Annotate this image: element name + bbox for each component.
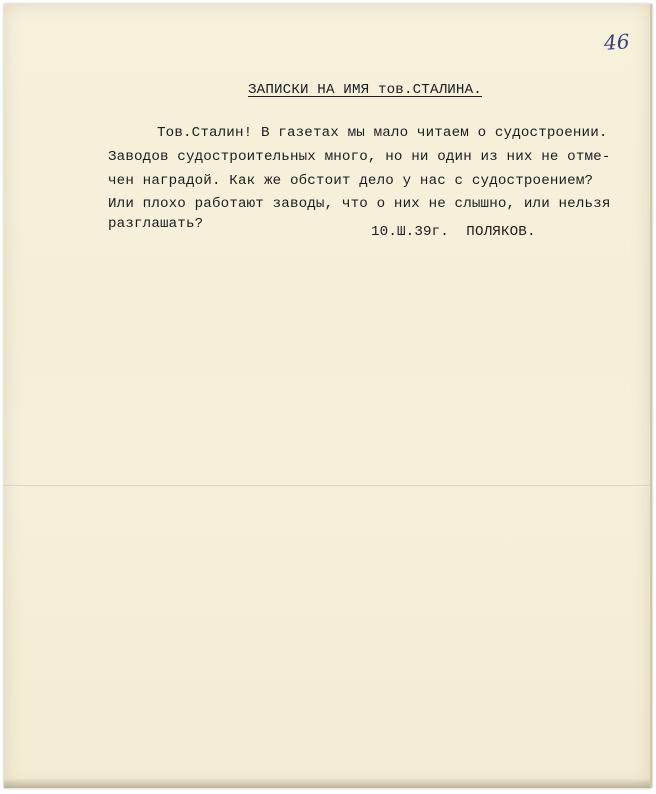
body-line: Заводов судостроительных много, но ни один из них не отме- — [108, 149, 611, 165]
body-line: Или плохо работают заводы, что о них не слышно, или нельзя — [108, 196, 611, 212]
fold-line — [4, 485, 650, 487]
paper-sheet — [4, 4, 652, 788]
body-line: разглашать? — [108, 216, 204, 232]
paper-edge-shadow — [4, 778, 650, 788]
document-title: ЗАПИСКИ НА ИМЯ тов.СТАЛИНА. — [248, 82, 482, 98]
date-and-signature: 10.Ш.39г. ПОЛЯКОВ. — [371, 224, 536, 240]
handwritten-page-number: 46 — [603, 29, 631, 55]
body-line: чен наградой. Как же обстоит дело у нас с судостроением? — [108, 173, 594, 189]
body-line: Тов.Сталин! В газетах мы мало читаем о судостроении. — [157, 125, 608, 141]
